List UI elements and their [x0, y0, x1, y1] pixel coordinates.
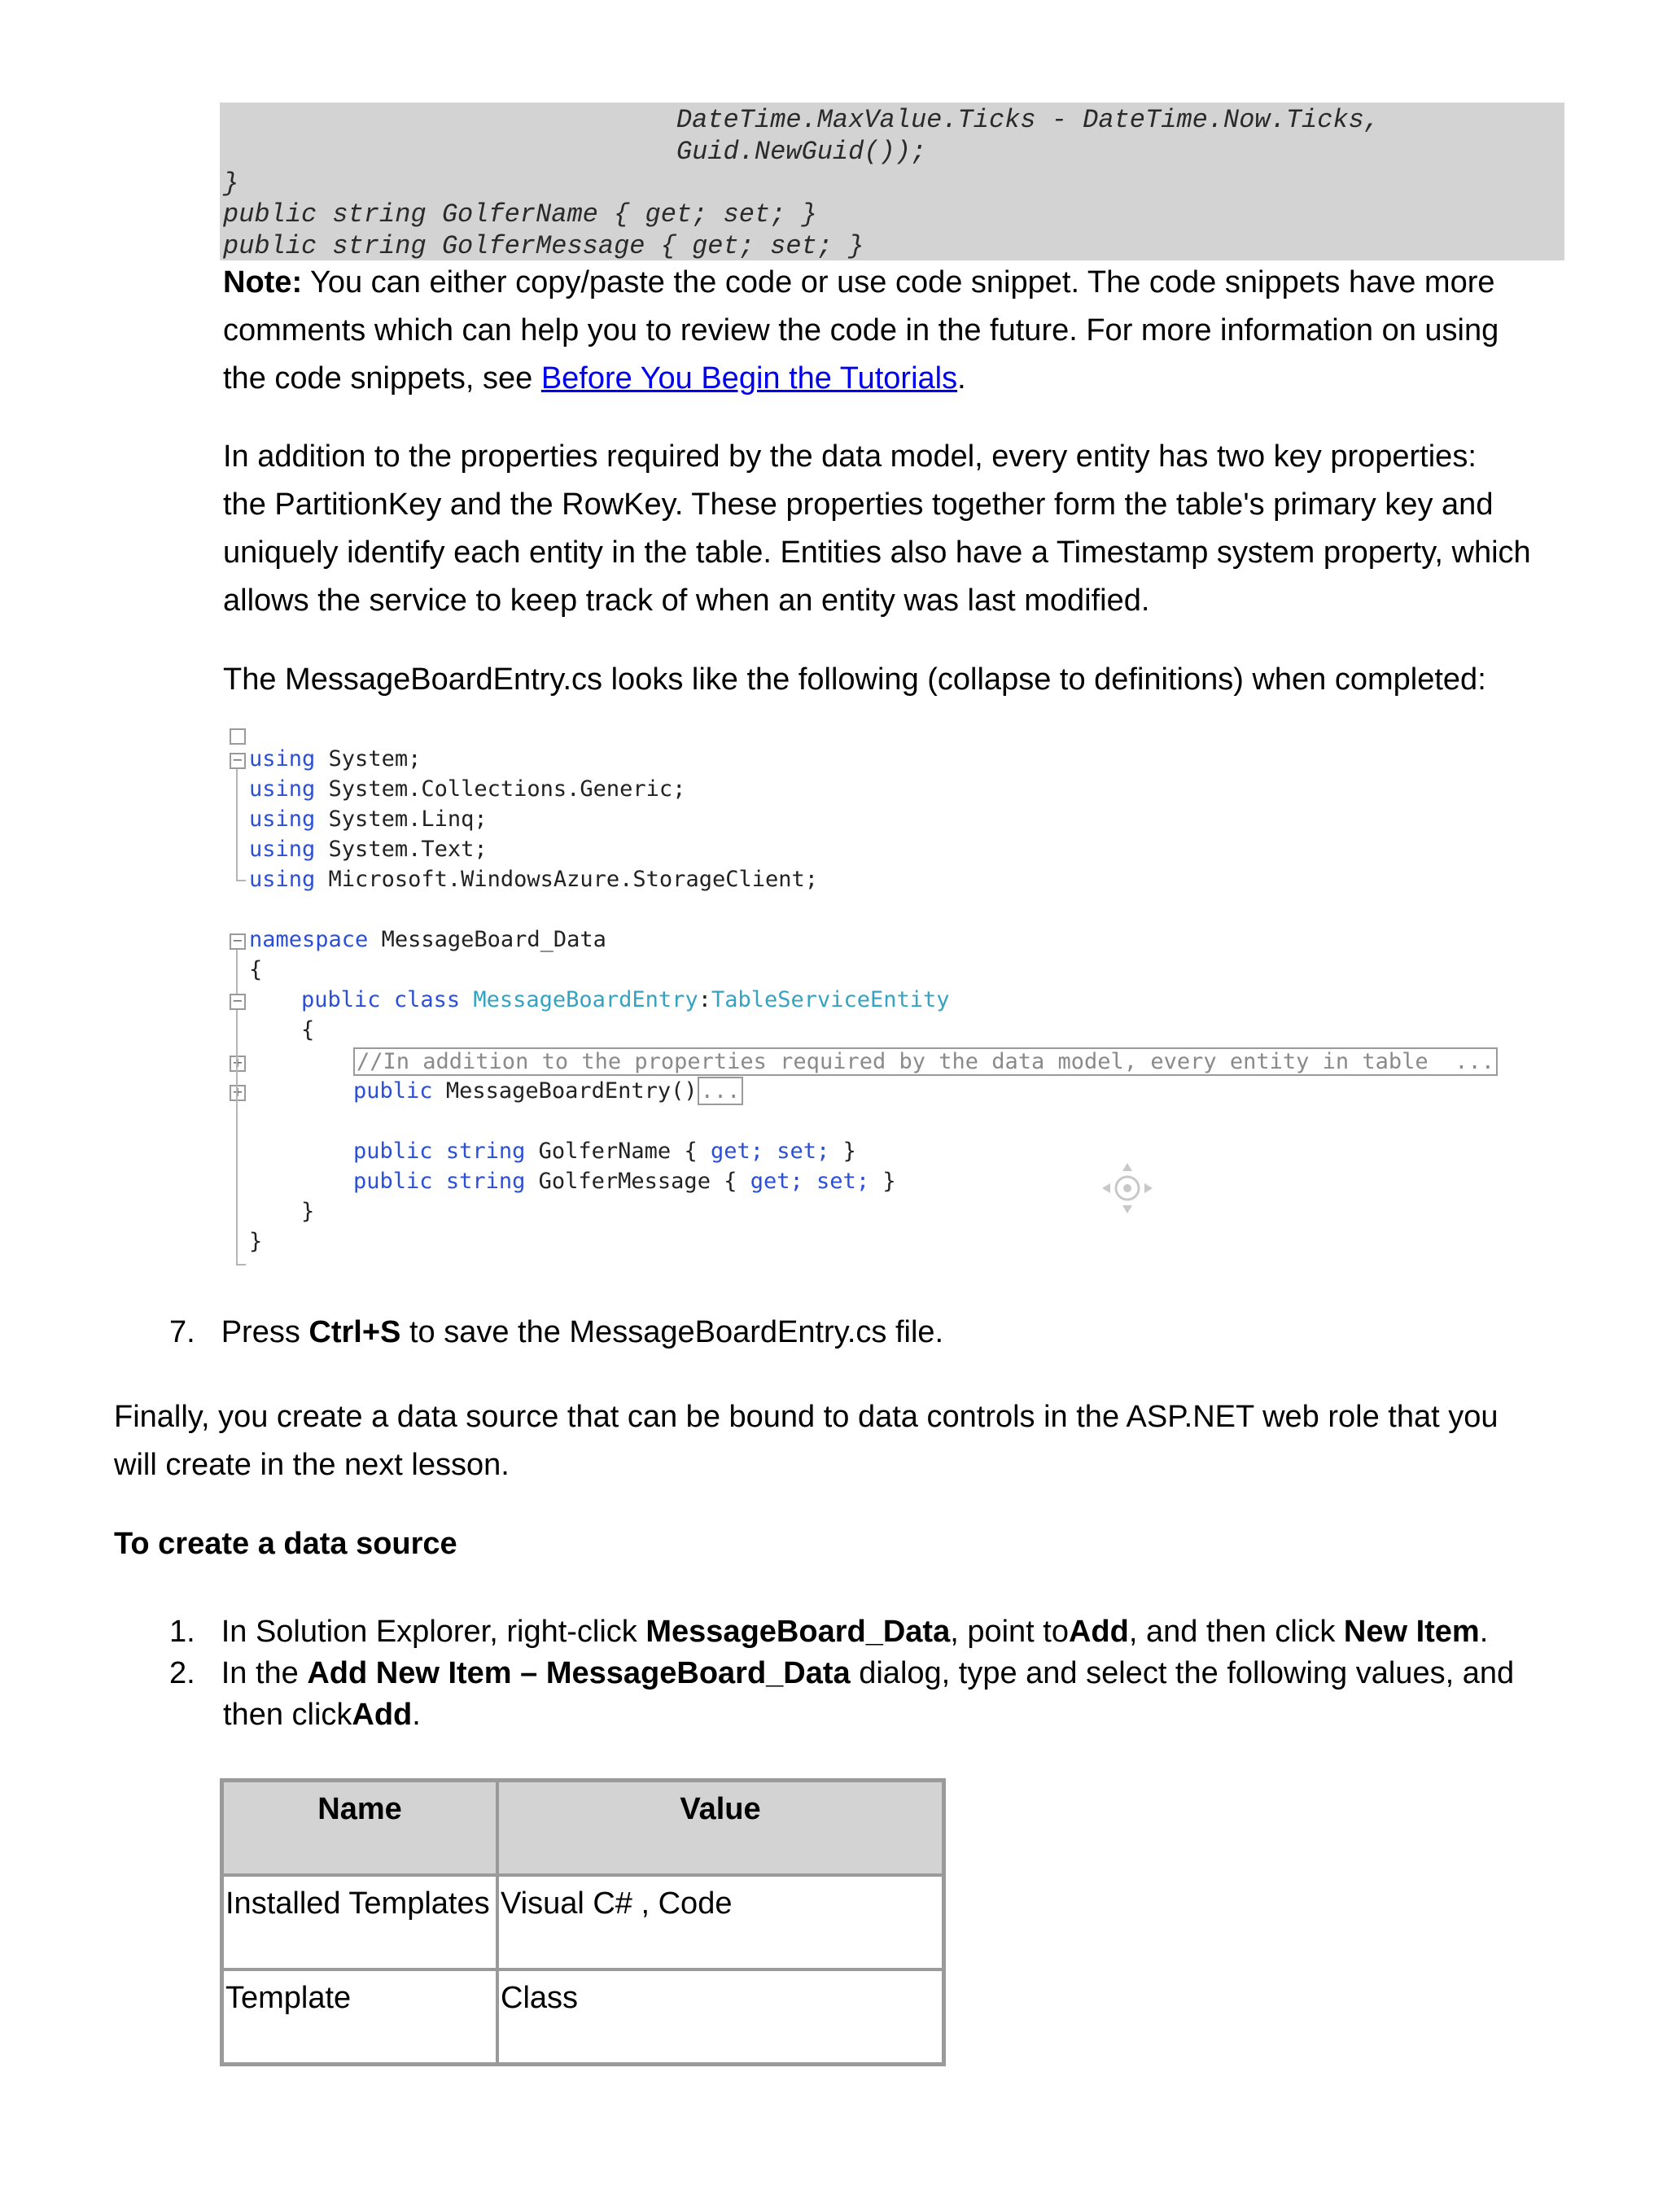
- column-header-name: Name: [222, 1781, 497, 1875]
- note-text: You can either copy/paste the code or use code snippet. The code snippets have more: [302, 265, 1495, 299]
- keyword: using: [249, 746, 316, 772]
- note-text: .: [957, 361, 966, 396]
- note-text: the code snippets, see: [223, 361, 541, 396]
- code-editor-screenshot: [220, 728, 1571, 1275]
- step-bold: Add: [352, 1698, 413, 1732]
- step-bold: New Item: [1343, 1615, 1480, 1649]
- code-line: }: [223, 168, 239, 199]
- code-text: System.Collections.Generic;: [328, 776, 686, 802]
- heading-text: To create a data source: [114, 1527, 457, 1561]
- keyword: using: [249, 776, 316, 802]
- fold-guide: [236, 1010, 238, 1233]
- move-cursor-icon: [1099, 1160, 1156, 1217]
- collapse-icon[interactable]: [230, 728, 246, 745]
- step-bold: Add New Item – MessageBoard_Data: [307, 1656, 851, 1690]
- code-line: Guid.NewGuid());: [223, 137, 927, 167]
- keyword: using: [249, 837, 316, 862]
- note-label: Note:: [223, 265, 303, 299]
- properties-paragraph: [223, 433, 1531, 625]
- code-text: {: [301, 1017, 315, 1043]
- table-cell: Template: [222, 1969, 497, 2064]
- code-line: public string GolferName { get; set; }: [223, 199, 817, 230]
- paragraph-line: will create in the next lesson.: [114, 1448, 510, 1482]
- collapse-paragraph: [223, 656, 1486, 704]
- code-text: {: [249, 957, 263, 982]
- code-text: GolferName: [538, 1139, 672, 1164]
- step-text: , point to: [950, 1615, 1069, 1649]
- code-text: GolferMessage: [538, 1169, 711, 1194]
- code-text: }: [249, 1229, 263, 1254]
- finally-paragraph: [114, 1393, 1499, 1489]
- code-line: public string GolferMessage { get; set; }: [223, 231, 864, 261]
- table-cell: Visual C# , Code: [497, 1875, 943, 1969]
- column-header-value: Value: [497, 1781, 943, 1875]
- step-number: 7.: [169, 1315, 195, 1349]
- step-7: [169, 1309, 943, 1357]
- keyword: public: [353, 1139, 433, 1164]
- step-number: 1.: [169, 1615, 195, 1649]
- keyword: string: [445, 1169, 526, 1194]
- code-text: Microsoft.WindowsAzure.StorageClient;: [328, 867, 818, 892]
- table-row: [222, 1969, 943, 2064]
- values-table: [220, 1778, 946, 2066]
- keyword: namespace: [249, 927, 369, 952]
- expand-icon[interactable]: +: [230, 1056, 246, 1072]
- code-text: MessageBoard_Data: [381, 927, 606, 952]
- type-name: MessageBoardEntry: [473, 987, 698, 1012]
- table-row: [222, 1875, 943, 1969]
- collapse-icon[interactable]: −: [230, 753, 246, 769]
- keyword: set;: [816, 1169, 870, 1194]
- paragraph-line: allows the service to keep track of when an entity was last modified.: [223, 584, 1150, 618]
- step-text: In the: [221, 1656, 308, 1690]
- collapse-icon[interactable]: −: [230, 933, 246, 950]
- code-text: }: [882, 1169, 896, 1194]
- keyword: using: [249, 807, 316, 832]
- collapsed-comment[interactable]: [353, 1047, 1498, 1076]
- keyword: class: [393, 987, 461, 1012]
- paragraph-line: The MessageBoardEntry.cs looks like the following (collapse to definitions) when completed:: [223, 662, 1486, 697]
- fold-guide: [236, 880, 246, 881]
- step-text: In Solution Explorer, right-click: [221, 1615, 646, 1649]
- step-bold: Add: [1068, 1615, 1129, 1649]
- step-text: then click: [223, 1698, 352, 1732]
- before-you-begin-link[interactable]: Before You Begin the Tutorials: [540, 361, 958, 396]
- expand-icon[interactable]: +: [230, 1085, 246, 1101]
- paragraph-line: uniquely identify each entity in the table. Entities also have a Timestamp system property, which: [223, 536, 1531, 570]
- collapsed-ellipsis: ...: [1455, 1049, 1494, 1074]
- code-text: System.Linq;: [328, 807, 488, 832]
- code-line: DateTime.MaxValue.Ticks - DateTime.Now.Ticks,: [223, 105, 1380, 135]
- shortcut-keys: Ctrl+S: [308, 1315, 401, 1349]
- paragraph-line: Finally, you create a data source that can be bound to data controls in the ASP.NET web role that you: [114, 1400, 1499, 1434]
- section-heading: [114, 1520, 457, 1568]
- keyword: get;: [710, 1139, 764, 1164]
- keyword: set;: [777, 1139, 830, 1164]
- step-text: dialog, type and select the following values, and: [850, 1656, 1515, 1690]
- note-paragraph: [223, 259, 1499, 403]
- table-cell: Installed Templates: [222, 1875, 497, 1969]
- code-text: }: [842, 1139, 856, 1164]
- keyword: public: [353, 1169, 433, 1194]
- code-text: MessageBoardEntry(): [445, 1078, 698, 1104]
- code-text: System.Text;: [328, 837, 488, 862]
- step-text: .: [412, 1698, 421, 1732]
- keyword: public: [353, 1078, 433, 1104]
- keyword: using: [249, 867, 316, 892]
- code-text: :: [698, 987, 711, 1012]
- table-header-row: [222, 1781, 943, 1875]
- paragraph-line: the PartitionKey and the RowKey. These properties together form the table's primary key and: [223, 487, 1494, 522]
- keyword: get;: [750, 1169, 803, 1194]
- collapse-icon[interactable]: −: [230, 994, 246, 1010]
- steps-list: [169, 1611, 1514, 1736]
- table-cell: Class: [497, 1969, 943, 2064]
- collapsed-ellipsis[interactable]: ...: [698, 1077, 744, 1105]
- code-text: {: [724, 1169, 737, 1194]
- list-item-continuation: [169, 1694, 1514, 1736]
- fold-guide: [236, 1264, 246, 1266]
- code-text: }: [301, 1199, 315, 1224]
- keyword: public: [301, 987, 381, 1012]
- list-item: [169, 1611, 1514, 1653]
- paragraph-line: In addition to the properties required by the data model, every entity has two key properties:: [223, 439, 1477, 474]
- code-text: {: [684, 1139, 698, 1164]
- step-text: Press: [221, 1315, 309, 1349]
- fold-guide: [236, 769, 238, 880]
- code-snippet-top: [220, 103, 1564, 260]
- code-text: System;: [328, 746, 422, 772]
- step-number: 2.: [169, 1656, 195, 1690]
- step-bold: MessageBoard_Data: [645, 1615, 951, 1649]
- comment-text: //In addition to the properties required by the data model, every entity in table: [357, 1049, 1429, 1074]
- keyword: string: [445, 1139, 526, 1164]
- step-text: , and then click: [1128, 1615, 1344, 1649]
- note-text: comments which can help you to review the code in the future. For more information on using: [223, 313, 1499, 348]
- step-text: .: [1479, 1615, 1489, 1649]
- list-item: [169, 1653, 1514, 1694]
- step-text: to save the MessageBoardEntry.cs file.: [400, 1315, 944, 1349]
- type-name: TableServiceEntity: [711, 987, 950, 1012]
